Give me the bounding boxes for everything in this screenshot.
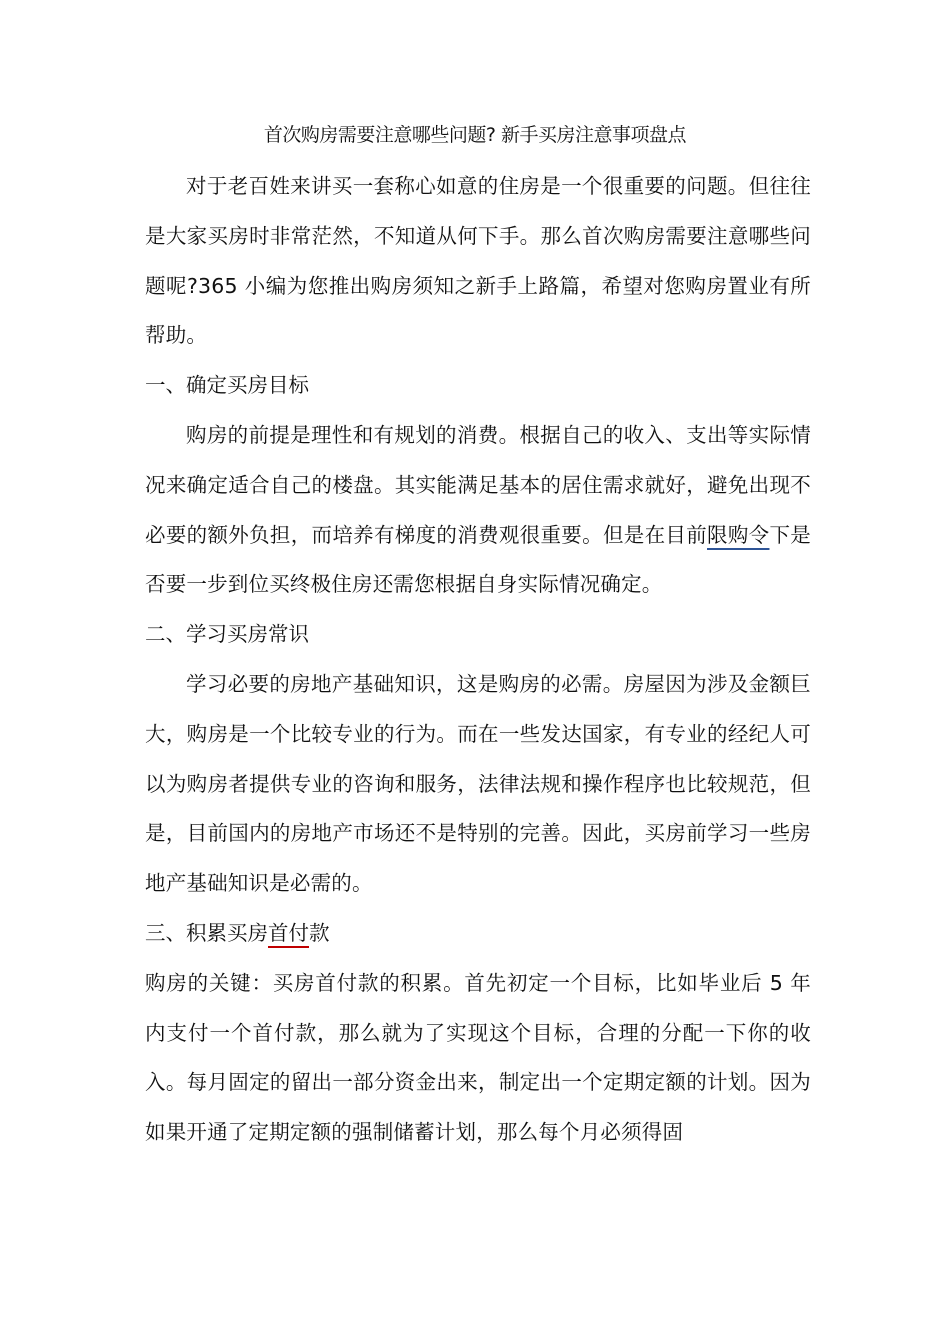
xian-gou-ling-link[interactable]: 限购令: [707, 522, 770, 547]
document-body: [145, 162, 811, 1158]
section-1-text-end: 下是否要一步到位买终极住房还需您根据自身实际情况确定。: [145, 522, 811, 597]
document-title: 首次购房需要注意哪些问题? 新手买房注意事项盘点: [263, 124, 687, 146]
section-3-heading-end: 款: [309, 920, 330, 945]
section-2-heading: 二、学习买房常识: [145, 622, 309, 647]
section-2-paragraph: 学习必要的房地产基础知识，这是购房的必需。房屋因为涉及金额巨大，购房是一个比较专业的行为。而在一些发达国家，有专业的经纪人可以为购房者提供专业的咨询和服务，法律法规和操作程序也比较规范，但是，目前国内的房地产市场还不是特别的完善。因此，买房前学习一些房地产基础知识是必需的。: [145, 671, 811, 896]
section-1-heading: 一、确定买房目标: [145, 373, 309, 398]
shou-fu-marked-word: 首付: [268, 920, 309, 945]
section-1-paragraph: [145, 411, 811, 610]
section-1-text-start: 购房的前提是理性和有规划的消费。根据自己的收入、支出等实际情况来确定适合自己的楼盘。其实能满足基本的居住需求就好，避免出现不必要的额外负担，而培养有梯度的消费观很重要。但是在目前: [145, 422, 811, 547]
section-3-heading: [145, 909, 811, 959]
intro-paragraph: 对于老百姓来讲买一套称心如意的住房是一个很重要的问题。但往往是大家买房时非常茫然，不知道从何下手。那么首次购房需要注意哪些问题呢?365 小编为您推出购房须知之新手上路篇，希望对您购房置业有所帮助。: [145, 174, 811, 348]
section-3-paragraph: 购房的关键：买房首付款的积累。首先初定一个目标，比如毕业后 5 年内支付一个首付款，那么就为了实现这个目标，合理的分配一下你的收入。每月固定的留出一部分资金出来，制定出一个定期定额的计划。因为如果开通了定期定额的强制储蓄计划，那么每个月必须得固: [145, 970, 811, 1145]
section-3-heading-start: 三、积累买房: [145, 920, 268, 945]
